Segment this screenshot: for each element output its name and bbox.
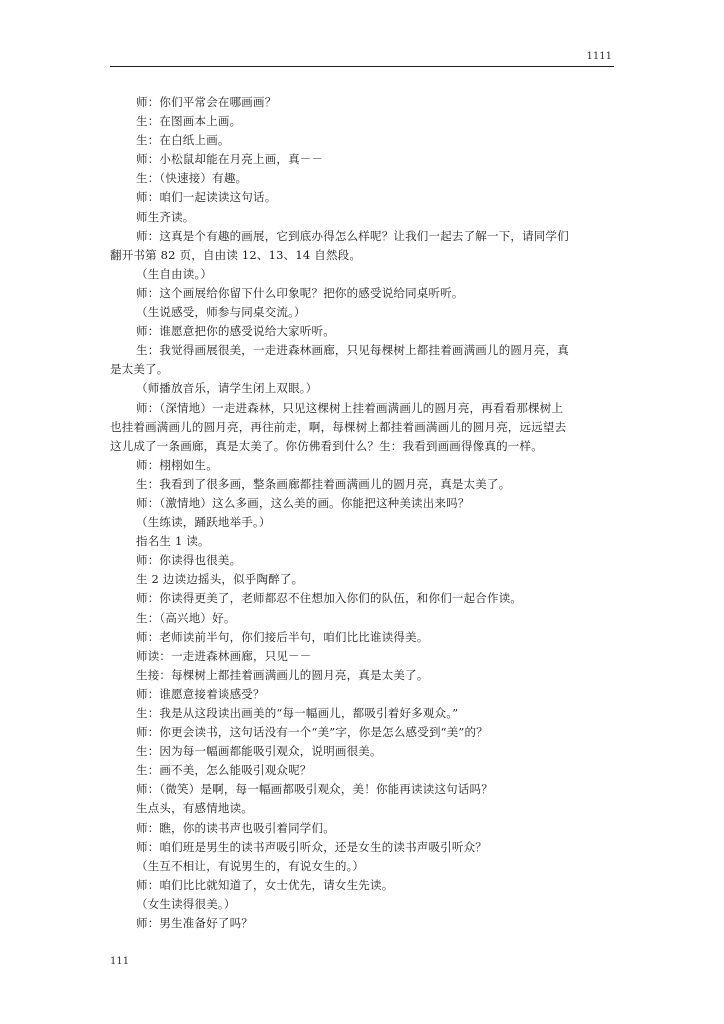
text-line: （生练读，踊跃地举手。） xyxy=(136,515,271,530)
text-line: 师：小松鼠却能在月亮上画，真－－ xyxy=(136,152,324,167)
text-line: （生自由读。） xyxy=(136,266,213,281)
text-line: 生：我是从这段读出画美的“每一幅画儿，都吸引着好多观众。” xyxy=(136,706,459,720)
text-line: 师：你更会读书，这句话没有一个“美”字，你是怎么感受到“美”的？ xyxy=(136,725,488,740)
text-line: 这儿成了一条画廊，真是太美了。你仿佛看到什么？生：我看到画画得像真的一样。 xyxy=(110,438,543,453)
text-line: 师：这真是个有趣的画展，它到底办得怎么样呢？让我们一起去了解一下，请同学们 xyxy=(136,228,569,243)
text-line: （师播放音乐，请学生闭上双眼。） xyxy=(136,381,318,396)
text-line: 生：我看到了很多画，整条画廊都挂着画满画儿的圆月亮，真是太美了。 xyxy=(136,476,511,491)
text-line: 也挂着画满画儿的圆月亮，再往前走，啊，每棵树上都挂着画满画儿的圆月亮，远远望去 xyxy=(110,419,567,434)
text-line: 翻开书第 82 页，自由读 12、13、14 自然段。 xyxy=(110,247,362,262)
text-line: 生：在白纸上画。 xyxy=(136,133,230,148)
text-line: 生点头，有感情地读。 xyxy=(136,801,253,816)
text-line: 师：瞧，你的读书声也吸引着同学们。 xyxy=(136,820,335,835)
header-rule xyxy=(110,66,614,67)
text-line: 师：（深情地）一走进森林，只见这棵树上挂着画满画儿的圆月亮，再看看那棵树上 xyxy=(136,400,564,415)
text-line: 生：我觉得画展很美，一走进森林画廊，只见每棵树上都挂着画满画儿的圆月亮，真 xyxy=(136,343,569,358)
text-line: 指名生 1 读。 xyxy=(136,534,210,549)
text-line: （生说感受，师参与同桌交流。） xyxy=(136,305,306,320)
text-line: 师：这个画展给你留下什么印象呢？把你的感受说给同桌听听。 xyxy=(136,285,464,300)
text-line: 生：在图画本上画。 xyxy=(136,114,242,129)
text-line: 师：（微笑）是啊，每一幅画都吸引观众，美！你能再读读这句话吗？ xyxy=(136,782,493,797)
header-page-number: 1111 xyxy=(586,51,612,62)
text-line: （生互不相让，有说男生的，有说女生的。） xyxy=(136,858,365,873)
text-line: 师：（激情地）这么多画，这么美的画。你能把这种美读出来吗？ xyxy=(136,495,470,510)
text-line: 生：因为每一幅画都能吸引观众，说明画很美。 xyxy=(136,744,382,759)
text-line: 生 2 边读边摇头，似乎陶醉了。 xyxy=(136,572,304,587)
text-line: 师：咱们班是男生的读书声吸引听众，还是女生的读书声吸引听众？ xyxy=(136,839,487,854)
text-line: 师：你们平常会在哪画画？ xyxy=(136,95,277,109)
document-body xyxy=(110,93,616,933)
text-line: 生：（高兴地）好。 xyxy=(136,610,236,625)
text-line: 师：你读得更美了，老师都忍不住想加入你们的队伍，和你们一起合作读。 xyxy=(136,591,523,606)
text-line: 师：谁愿意接着谈感受？ xyxy=(136,686,265,701)
text-line: 师：谁愿意把你的感受说给大家听听。 xyxy=(136,324,335,339)
text-line: 生：（快速接）有趣。 xyxy=(136,171,248,186)
text-line: 师：男生准备好了吗？ xyxy=(136,916,253,931)
text-line: 生接：每棵树上都挂着画满画儿的圆月亮，真是太美了。 xyxy=(136,667,429,682)
text-line: 是太美了。 xyxy=(110,362,169,377)
text-line: 师：咱们比比就知道了，女士优先，请女生先读。 xyxy=(136,877,394,892)
text-line: 生：画不美，怎么能吸引观众呢？ xyxy=(136,763,312,778)
text-line: 师：栩栩如生。 xyxy=(136,457,218,472)
text-line: 师：你读得也很美。 xyxy=(136,553,242,568)
text-line: 师读：一走进森林画廊，只见－－ xyxy=(136,648,312,663)
text-line: 师：老师读前半句，你们接后半句，咱们比比谁读得美。 xyxy=(136,629,429,644)
footer-page-number: 111 xyxy=(110,956,130,967)
text-line: 师：咱们一起读读这句话。 xyxy=(136,190,277,205)
text-line: （女生读得很美。） xyxy=(136,896,236,911)
text-line: 师生齐读。 xyxy=(136,209,195,224)
